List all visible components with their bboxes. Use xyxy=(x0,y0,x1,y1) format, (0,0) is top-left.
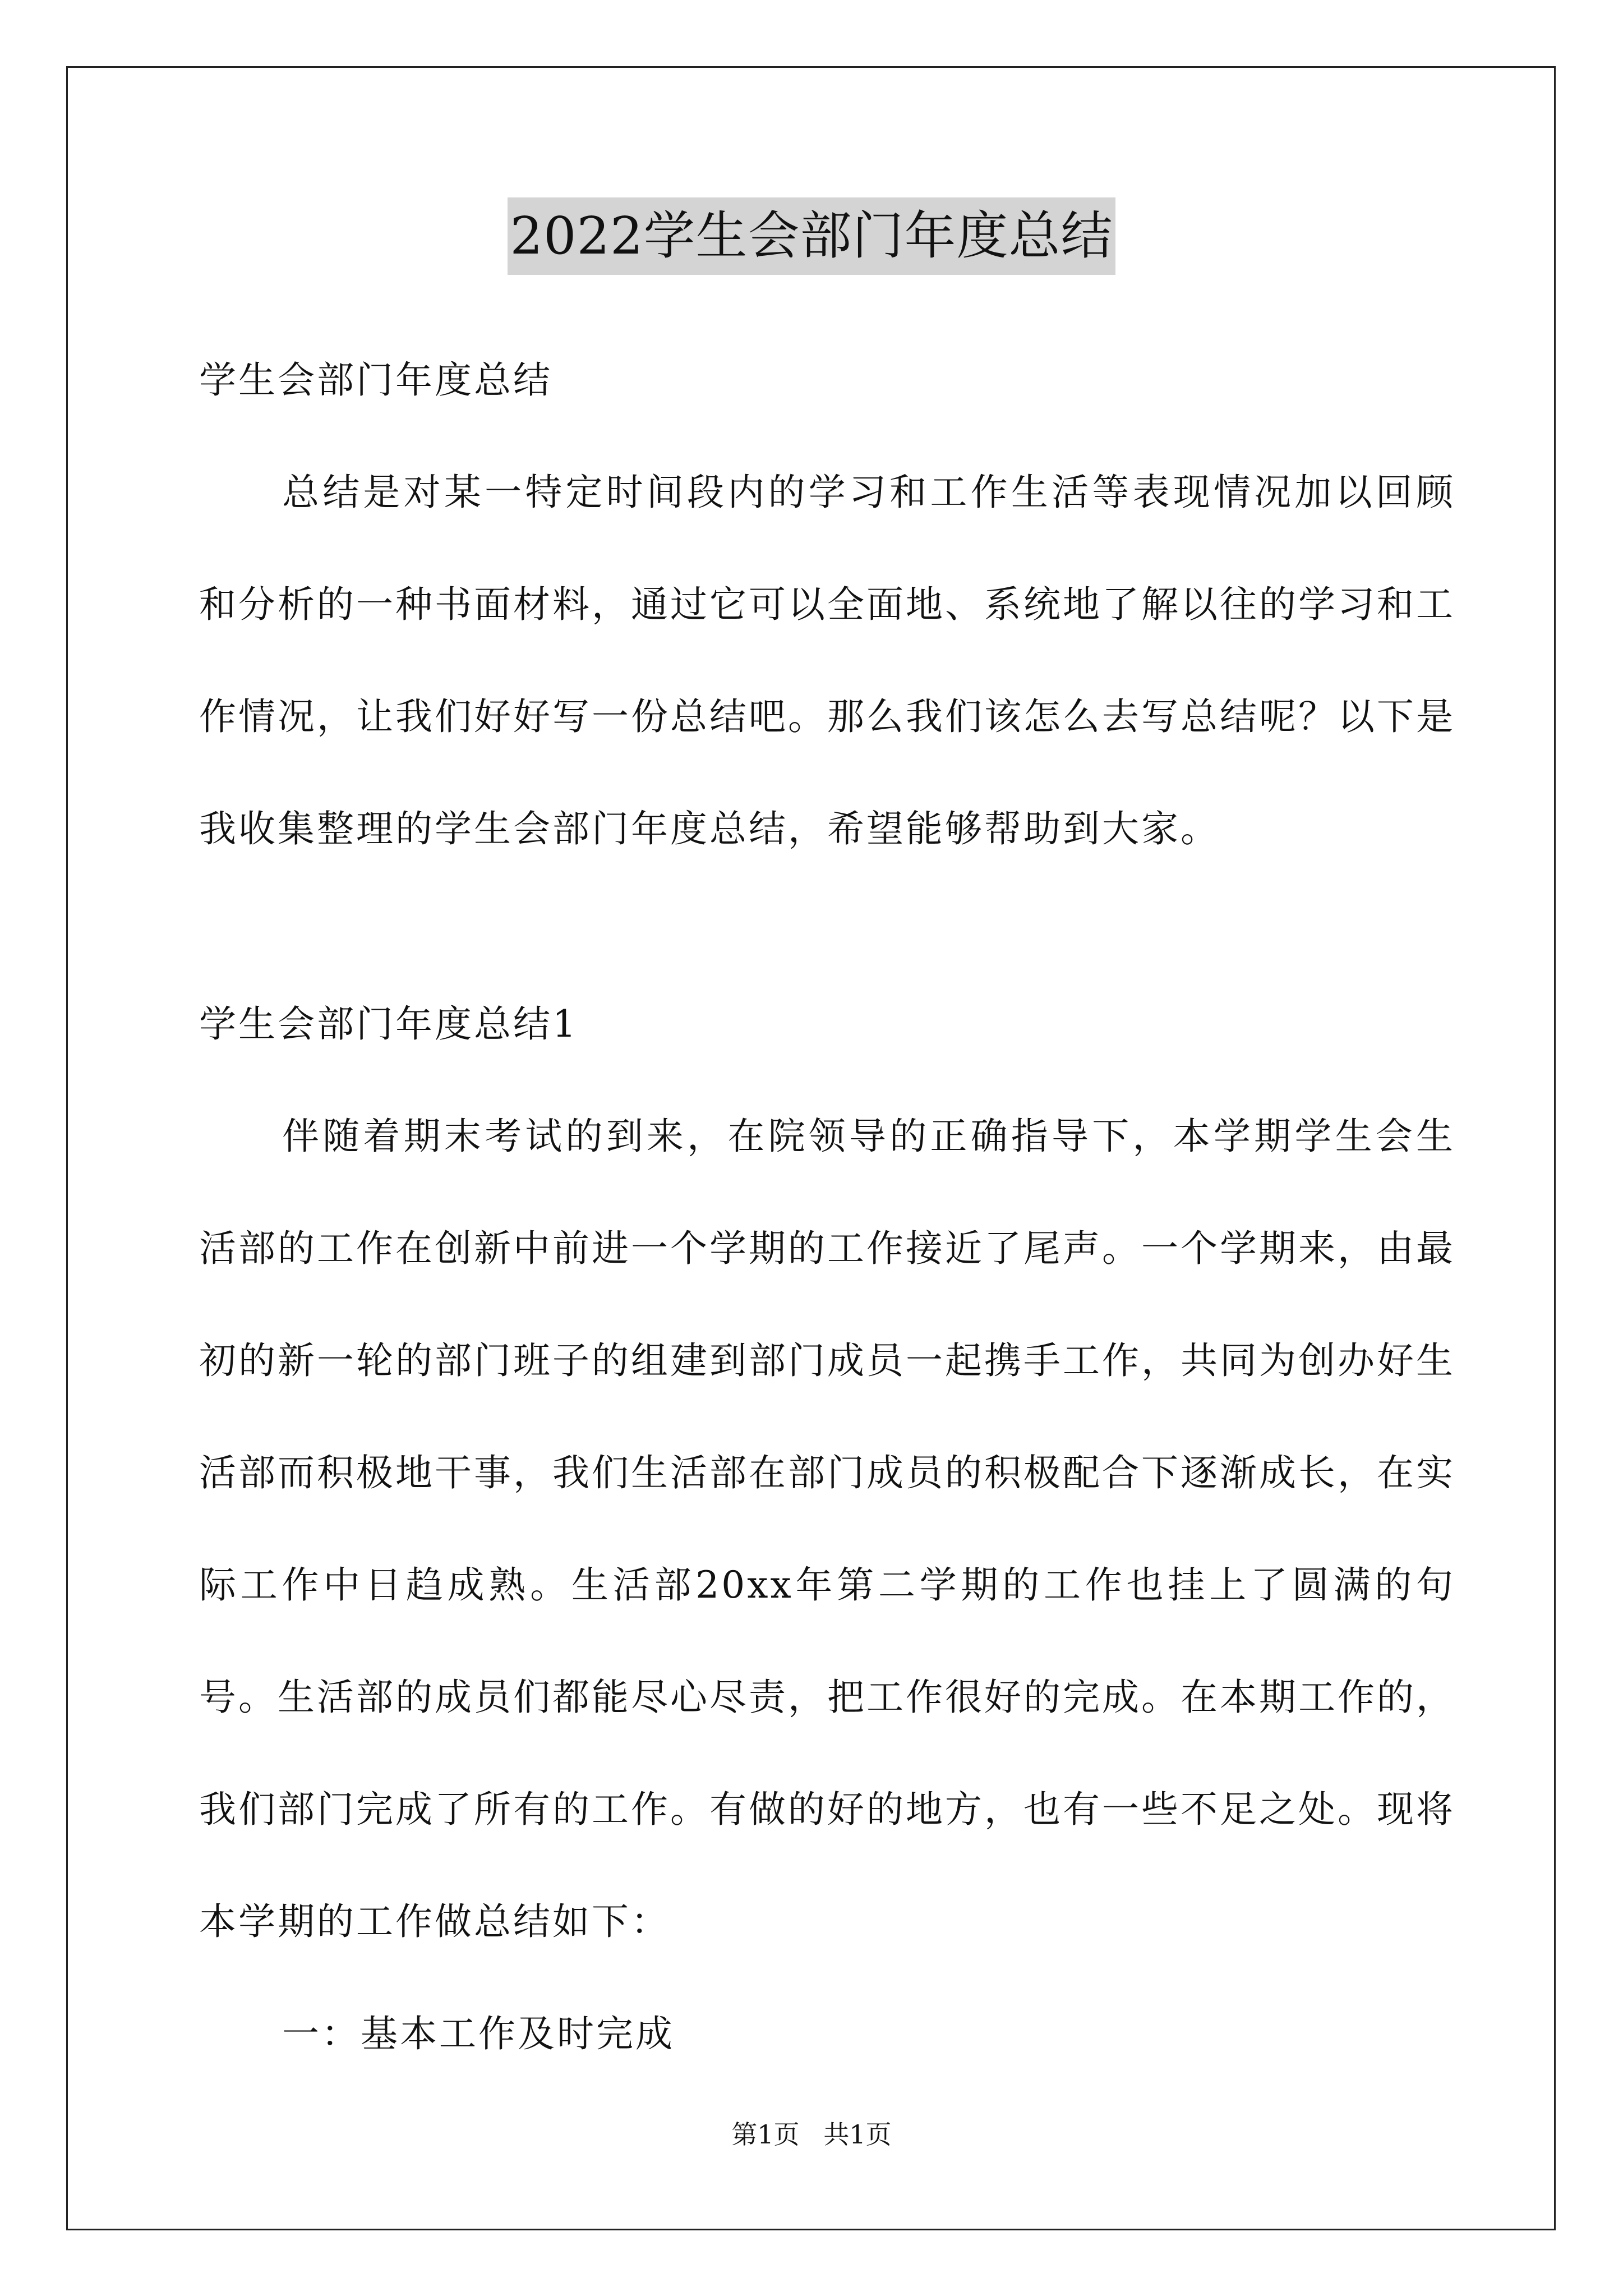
page-footer xyxy=(0,2118,1623,2151)
page-total: 共1页 xyxy=(823,2119,892,2150)
subtitle: 学生会部门年度总结 xyxy=(199,358,552,402)
document-title: 2022学生会部门年度总结 xyxy=(508,197,1115,275)
section-heading: 学生会部门年度总结1 xyxy=(199,1002,578,1046)
section-paragraph: 伴随着期末考试的到来，在院领导的正确指导下，本学期学生会生活部的工作在创新中前进一个学期的工作接近了尾声。一个学期来，由最初的新一轮的部门班子的组建到部门成员一起携手工作，共同为创办好生活部而积极地干事，我们生活部在部门成员的积极配合下逐渐成长，在实际工作中日趋成熟。生活部20xx年第二学期的工作也挂上了圆满的句号。生活部的成员们都能尽心尽责，把工作很好的完成。在本期工作的，我们部门完成了所有的工作。有做的好的地方，也有一些不足之处。现将本学期的工作做总结如下： xyxy=(199,1115,1455,1943)
title-container xyxy=(0,197,1623,275)
list-item-heading: 一：基本工作及时完成 xyxy=(282,2012,675,2055)
page-number: 第1页 xyxy=(731,2119,800,2150)
intro-paragraph: 总结是对某一特定时间段内的学习和工作生活等表现情况加以回顾和分析的一种书面材料，通过它可以全面地、系统地了解以往的学习和工作情况，让我们好好写一份总结吧。那么我们该怎么去写总结呢？以下是我收集整理的学生会部门年度总结，希望能够帮助到大家。 xyxy=(199,471,1455,850)
